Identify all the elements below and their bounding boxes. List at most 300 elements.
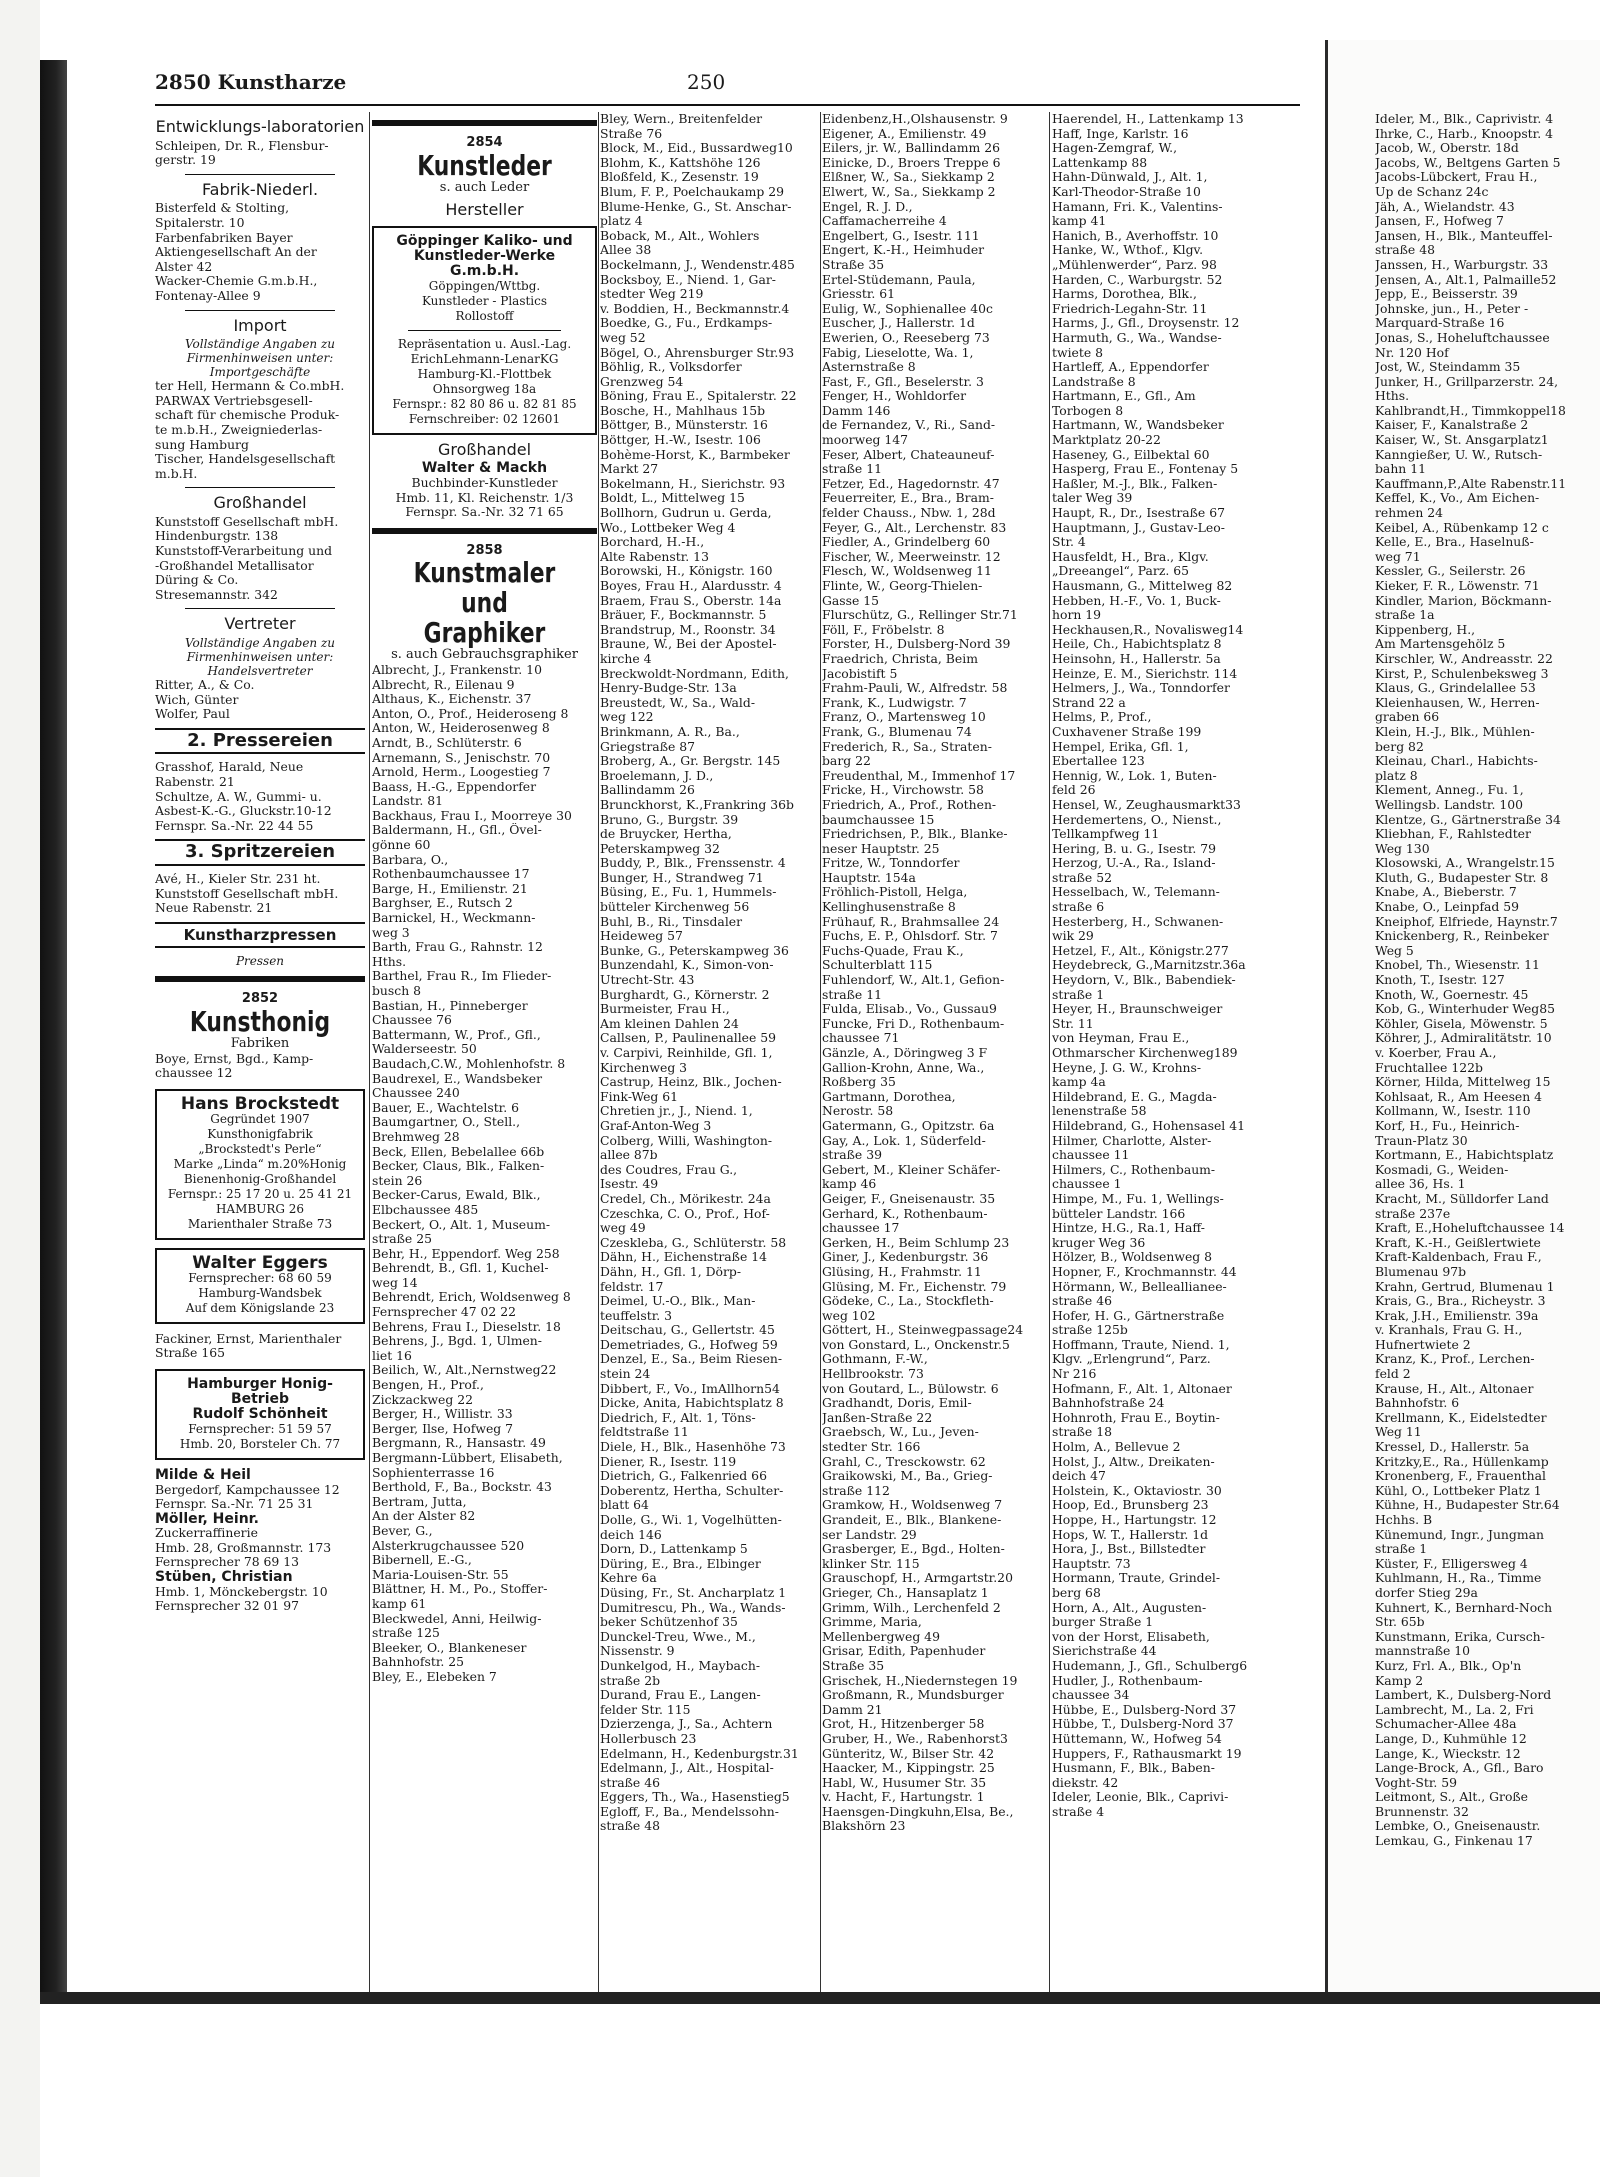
entry-list — [1052, 112, 1267, 1819]
list-item: diekstr. 42 — [1052, 1775, 1119, 1790]
list-item: stedter Weg 219 — [600, 287, 704, 302]
list-item: Elbchaussee 485 — [372, 1202, 479, 1217]
list-item: Lattenkamp 88 — [1052, 155, 1148, 170]
cross-reference-note: Pressen — [235, 954, 285, 969]
list-item: Blättner, H. M., Po., Stoffer- — [372, 1582, 548, 1597]
list-item: Elwert, W., Sa., Siekkamp 2 — [822, 184, 996, 199]
list-item: bütteler Landstr. 166 — [1052, 1206, 1186, 1221]
ad-subtitle: Rudolf Schönheit — [192, 1405, 328, 1422]
list-item: „Dreeangel“, Parz. 65 — [1052, 564, 1190, 579]
entry-list — [372, 476, 597, 520]
section-heading: Entwicklungs-laboratorien — [155, 117, 365, 136]
list-item: straße 125b — [1052, 1323, 1128, 1338]
section-heading: Hersteller — [445, 200, 524, 220]
list-item: Gatermann, G., Opitzstr. 6a — [822, 1118, 995, 1133]
advertisement-eggers — [155, 1248, 365, 1324]
list-item: Ebertallee 123 — [1052, 754, 1145, 769]
list-item: kamp 41 — [1052, 214, 1107, 229]
list-item: Bienenhonig-Großhandel — [183, 1171, 337, 1186]
list-item: Hamburg-Wandsbek — [198, 1285, 322, 1300]
list-item: Grieger, Ch., Hansaplatz 1 — [822, 1585, 989, 1600]
list-item: sung Hamburg — [155, 437, 249, 452]
list-item: PARWAX Vertriebsgesell- — [155, 393, 313, 408]
list-item: Kraft, E.,Hoheluftchaussee 14 — [1375, 1221, 1565, 1236]
list-item: Bunger, H., Strandweg 71 — [600, 870, 764, 885]
list-item: Baudrexel, E., Wandsbeker — [372, 1071, 543, 1086]
list-item: Dähn, H., Gfl. 1, Dörp- — [600, 1264, 742, 1279]
column-divider — [1049, 112, 1050, 1992]
list-item: straße 237e — [1375, 1206, 1451, 1221]
list-item: kamp 61 — [372, 1596, 427, 1611]
list-item: Bley, Wern., Breitenfelder — [600, 112, 763, 126]
list-item: Bahnhofstraße 24 — [1052, 1396, 1165, 1411]
list-item: de Bruycker, Hertha, — [600, 827, 732, 842]
list-item: Barth, Frau G., Rahnstr. 12 — [372, 940, 543, 955]
list-item: Eilers, jr. W., Ballindamm 26 — [822, 141, 1001, 156]
list-item: Hintze, H.G., Ra.1, Haff- — [1052, 1221, 1205, 1236]
list-item: straße 112 — [822, 1483, 890, 1498]
list-item: straße 6 — [1052, 900, 1105, 915]
list-item: Klein, H.-J., Blk., Mühlen- — [1375, 724, 1535, 739]
list-item: kruger Weg 36 — [1052, 1235, 1146, 1250]
list-item: Grimm, Wilh., Lerchenfeld 2 — [822, 1600, 1001, 1615]
category-subtitle: s. auch Leder — [439, 179, 530, 195]
list-item: Hops, W. T., Hallerstr. 1d — [1052, 1527, 1209, 1542]
list-item: Bloßfeld, K., Zesenstr. 19 — [600, 170, 759, 185]
list-item: Flesch, W., Woldsenweg 11 — [822, 564, 992, 579]
list-item: Kob, G., Winterhuder Weg85 — [1375, 1002, 1556, 1017]
list-item: Frederich, R., Sa., Straten- — [822, 739, 992, 754]
entry-list — [155, 760, 365, 833]
list-item: Hensel, W., Zeughausmarkt33 — [1052, 797, 1241, 812]
list-item: Flurschütz, G., Rellinger Str.71 — [822, 608, 1018, 623]
entry-list — [155, 1483, 365, 1512]
list-item: burger Straße 1 — [1052, 1615, 1154, 1630]
list-item: Alsterkrugchaussee 520 — [372, 1538, 525, 1553]
list-item: Krahn, Gertrud, Blumenau 1 — [1375, 1279, 1555, 1294]
list-item: Janßen-Straße 22 — [822, 1410, 933, 1425]
list-item: Fuhlendorf, W., Alt.1, Gefion- — [822, 973, 1005, 988]
list-item: Funcke, Fri D., Rothenbaum- — [822, 1016, 1005, 1031]
list-item: Kohlsaat, R., Am Heesen 4 — [1375, 1089, 1543, 1104]
list-item: Karl-Theodor-Straße 10 — [1052, 184, 1201, 199]
list-item: Blohm, K., Kattshöhe 126 — [600, 155, 761, 170]
list-item: Fuchs-Quade, Frau K., — [822, 943, 964, 958]
list-item: Kunststoff-Verarbeitung und — [155, 544, 333, 559]
list-item: kamp 46 — [822, 1177, 877, 1192]
list-item: Kuhlmann, H., Ra., Timme — [1375, 1571, 1542, 1586]
list-item: Marke „Linda“ m.20%Honig — [173, 1156, 347, 1171]
category-subtitle: Fabriken — [230, 1035, 290, 1051]
list-item: Utrecht-Str. 43 — [600, 973, 695, 988]
list-item: straße 18 — [1052, 1425, 1112, 1440]
list-item: Czeschka, C. O., Prof., Hof- — [600, 1206, 770, 1221]
list-item: weg 52 — [600, 330, 646, 345]
list-item: straße 52 — [1052, 870, 1112, 885]
list-item: straße 48 — [1375, 243, 1435, 258]
list-item: Kliebhan, F., Rahlstedter — [1375, 827, 1531, 842]
list-item: Harms, J., Gfl., Droysenstr. 12 — [1052, 316, 1240, 331]
list-item: Dibbert, F., Vo., ImAllhorn54 — [600, 1381, 780, 1396]
list-item: Gartmann, Dorothea, — [822, 1089, 956, 1104]
divider — [408, 330, 561, 331]
list-item: straße 125 — [372, 1626, 440, 1641]
list-item: Wellingsb. Landstr. 100 — [1375, 797, 1523, 812]
list-item: Neue Rabenstr. 21 — [155, 901, 273, 916]
list-item: weg 14 — [372, 1275, 418, 1290]
list-item: Anton, W., Heiderosenweg 8 — [372, 721, 550, 736]
list-item: Strand 22 a — [1052, 695, 1126, 710]
list-item: Maria-Louisen-Str. 55 — [372, 1567, 509, 1582]
list-item: Fontenay-Allee 9 — [155, 288, 261, 303]
list-item: Baass, H.-G., Eppendorfer — [372, 779, 537, 794]
list-item: Kronenberg, F., Frauenthal — [1375, 1469, 1546, 1484]
list-item: Berger, Ilse, Hofweg 7 — [372, 1421, 514, 1436]
list-item: Anton, O., Prof., Heideroseng 8 — [372, 706, 569, 721]
list-item: platz 8 — [1375, 768, 1418, 783]
list-item: Baudach,C.W., Mohlenhofstr. 8 — [372, 1056, 566, 1071]
list-item: Schleipen, Dr. R., Flensbur- — [155, 138, 329, 153]
list-item: Castrup, Heinz, Blk., Jochen- — [600, 1075, 782, 1090]
list-item: Hufnertwiete 2 — [1375, 1337, 1471, 1352]
list-item: Denzel, E., Sa., Beim Riesen- — [600, 1352, 783, 1367]
list-item: Keibel, A., Rübenkamp 12 c — [1375, 520, 1549, 535]
category-number: 2852 — [155, 976, 365, 1007]
list-item: Kellinghusenstraße 8 — [822, 900, 956, 915]
entry-list — [1375, 112, 1600, 1849]
list-item: Fiedler, A., Grindelberg 60 — [822, 535, 991, 550]
list-item: Rollostoff — [455, 308, 514, 323]
list-item: de Fernandez, V., Ri., Sand- — [822, 418, 996, 433]
list-item: graben 66 — [1375, 710, 1440, 725]
list-item: Hübbe, T., Dulsberg-Nord 37 — [1052, 1717, 1234, 1732]
advertisement-schoenheit — [155, 1369, 365, 1460]
list-item: Lambrecht, M., La. 2, Fri — [1375, 1702, 1534, 1717]
list-item: platz 4 — [600, 214, 643, 229]
list-item: Kelle, E., Bra., Haselnuß- — [1375, 535, 1534, 550]
list-item: Engelbert, G., Isestr. 111 — [822, 228, 980, 243]
list-item: -Großhandel Metallisator — [155, 558, 314, 573]
list-item: Huppers, F., Rathausmarkt 19 — [1052, 1746, 1242, 1761]
list-item: Jensen, A., Alt.1, Palmaille52 — [1375, 272, 1557, 287]
list-item: Kirschler, W., Andreasstr. 22 — [1375, 651, 1553, 666]
entry-list — [155, 139, 365, 168]
list-item: Fernsprecher 78 69 13 — [155, 1555, 299, 1570]
list-item: Griegstraße 87 — [600, 739, 696, 754]
list-item: Frank, K., Ludwigstr. 7 — [822, 695, 967, 710]
list-item: Schumacher-Allee 48a — [1375, 1717, 1517, 1732]
list-item: Behr, H., Eppendorf. Weg 258 — [372, 1246, 560, 1261]
list-item: Fritze, W., Tonndorfer — [822, 856, 960, 871]
list-item: Fröhlich-Pistoll, Helga, — [822, 885, 968, 900]
list-item: Alster 42 — [155, 259, 213, 274]
list-item: Hübbe, E., Dulsberg-Nord 37 — [1052, 1702, 1237, 1717]
list-item: Kortmann, E., Habichtsplatz — [1375, 1148, 1554, 1163]
list-item: Borowski, H., Königstr. 160 — [600, 564, 773, 579]
list-item: Hartmann, E., Gfl., Am — [1052, 389, 1196, 404]
list-item: Hudler, J., Rothenbaum- — [1052, 1673, 1203, 1688]
list-item: von der Horst, Elisabeth, — [1052, 1629, 1210, 1644]
list-item: Helmers, J., Wa., Tonndorfer — [1052, 681, 1230, 696]
list-item: Weg 11 — [1375, 1425, 1422, 1440]
list-item: Grenzweg 54 — [600, 374, 684, 389]
list-item: Bergmann, R., Hansastr. 49 — [372, 1436, 546, 1451]
entry-list — [155, 515, 365, 603]
list-item: Haßler, M.-J., Blk., Falken- — [1052, 476, 1218, 491]
list-item: Hopner, F., Krochmannstr. 44 — [1052, 1264, 1237, 1279]
list-item: Fetzer, Ed., Hagedornstr. 47 — [822, 476, 1000, 491]
list-item: Blume-Henke, G., St. Anschar- — [600, 199, 792, 214]
list-item: Beilich, W., Alt.,Nernstweg22 — [372, 1363, 557, 1378]
list-item: Hindenburgstr. 138 — [155, 529, 279, 544]
list-item: Kritzky,E., Ra., Hüllenkamp — [1375, 1454, 1549, 1469]
list-item: Heideweg 57 — [600, 929, 683, 944]
list-item: Bastian, H., Pinneberger — [372, 998, 528, 1013]
list-item: Göppingen/Wttbg. — [428, 278, 541, 293]
list-item: Peterskampweg 32 — [600, 841, 720, 856]
list-item: Chretien jr., J., Niend. 1, — [600, 1104, 753, 1119]
list-item: Jepp, E., Beisserstr. 39 — [1375, 287, 1518, 302]
list-item: Korf, H., Fu., Heinrich- — [1375, 1118, 1520, 1133]
list-item: Buchbinder-Kunstleder — [411, 475, 558, 490]
list-item: stedter Str. 166 — [822, 1440, 921, 1455]
column-divider — [598, 112, 599, 1992]
list-item: straße 11 — [822, 462, 882, 477]
list-item: schaft für chemische Produk- — [155, 408, 340, 423]
list-item: Bertram, Jutta, — [372, 1494, 467, 1509]
list-item: Bergmann-Lübbert, Elisabeth, — [372, 1451, 563, 1465]
list-item: Diele, H., Blk., Hasenhöhe 73 — [600, 1440, 786, 1455]
column-divider — [369, 112, 370, 1992]
list-item: Hoppe, H., Hartungstr. 12 — [1052, 1513, 1217, 1527]
column-1 — [155, 112, 365, 1614]
list-item: Eidenbenz,H.,Olshausenstr. 9 — [822, 112, 1008, 126]
list-item: Kanngießer, U. W., Rutsch- — [1375, 447, 1543, 462]
list-item: gönne 60 — [372, 838, 431, 853]
company-name: Walter & Mackh — [421, 460, 548, 477]
list-item: Jäh, A., Wielandstr. 43 — [1375, 199, 1515, 214]
list-item: Friedrich, A., Prof., Rothen- — [822, 797, 997, 812]
list-item: allee 87b — [600, 1148, 658, 1163]
list-item: Traun-Platz 30 — [1375, 1133, 1468, 1148]
list-item: Böning, Frau E., Spitalerstr. 22 — [600, 389, 797, 404]
list-item: blatt 64 — [600, 1498, 649, 1513]
list-item: straße 25 — [372, 1232, 432, 1247]
list-item: Up de Schanz 24c — [1375, 184, 1489, 199]
list-item: Baumgartner, O., Stell., — [372, 1115, 521, 1130]
list-item: Janssen, H., Warburgstr. 33 — [1375, 257, 1549, 272]
list-item: Buddy, P., Blk., Frenssenstr. 4 — [600, 856, 786, 871]
list-item: Becker-Carus, Ewald, Blk., — [372, 1188, 541, 1203]
list-item: Dorn, D., Lattenkamp 5 — [600, 1542, 748, 1557]
list-item: Durand, Frau E., Langen- — [600, 1688, 761, 1703]
list-item: Caffamacherreihe 4 — [822, 214, 947, 229]
list-item: Heyer, H., Braunschweiger — [1052, 1002, 1223, 1017]
list-item: Fuchs, E. P., Ohlsdorf. Str. 7 — [822, 929, 998, 944]
list-item: Himpe, M., Fu. 1, Wellings- — [1052, 1191, 1224, 1206]
list-item: Dzierzenga, J., Sa., Achtern — [600, 1717, 773, 1732]
advertisement-goeppinger — [372, 226, 597, 435]
list-item: Czeskleba, G., Schlüterstr. 58 — [600, 1235, 787, 1250]
cross-reference-note: Vollständige Angaben zu Firmenhinweisen unter: Handelsvertreter — [184, 636, 336, 679]
list-item: Markt 27 — [600, 462, 659, 477]
list-item: Gänzle, A., Döringweg 3 F — [822, 1046, 988, 1060]
page-header — [155, 70, 1300, 100]
list-item: Engel, R. J. D., — [822, 199, 913, 214]
list-item: felder Chauss., Nbw. 1, 28d — [822, 506, 996, 521]
list-item: chaussee 12 — [155, 1066, 233, 1081]
list-item: Barge, H., Emilienstr. 21 — [372, 881, 528, 896]
list-item: Chaussee 76 — [372, 1013, 452, 1028]
list-item: Haacker, M., Kippingstr. 25 — [822, 1761, 995, 1776]
list-item: Horn, A., Alt., Augusten- — [1052, 1600, 1207, 1615]
list-item: Schultze, A. W., Gummi- u. — [155, 789, 322, 804]
list-item: Bever, G., — [372, 1523, 433, 1538]
list-item: Bosche, H., Mahlhaus 15b — [600, 403, 766, 418]
list-item: berg 82 — [1375, 739, 1424, 754]
list-item: Kaiser, F., Kanalstraße 2 — [1375, 418, 1529, 433]
list-item: Keffel, K., Vo., Am Eichen- — [1375, 491, 1540, 506]
scan-bottom-edge — [40, 1992, 1600, 2004]
list-item: Buhl, B., Ri., Tinsdaler — [600, 914, 743, 929]
ad-title: Göppinger Kaliko- und Kunstleder-Werke G.m.b.H. — [396, 232, 573, 279]
list-item: Franz, O., Martensweg 10 — [822, 710, 986, 725]
list-item: Gothmann, F.-W., — [822, 1352, 928, 1367]
list-item: Roßberg 35 — [822, 1075, 896, 1090]
list-item: Haensgen-Dingkuhn,Elsa, Be., — [822, 1804, 1014, 1819]
list-item: Berger, H., Willistr. 33 — [372, 1407, 513, 1422]
list-item: stein 24 — [600, 1367, 651, 1382]
list-item: Bokelmann, H., Sierichstr. 93 — [600, 476, 786, 491]
list-item: feld 2 — [1375, 1367, 1411, 1382]
list-item: Lembke, O., Gneisenaustr. — [1375, 1819, 1541, 1834]
list-item: Barghser, E., Rutsch 2 — [372, 896, 513, 911]
advertisement-brockstedt — [155, 1089, 365, 1240]
list-item: Allee 38 — [600, 243, 652, 258]
list-item: Hudemann, J., Gfl., Schulberg6 — [1052, 1658, 1248, 1673]
list-item: Weg 5 — [1375, 943, 1414, 958]
list-item: Gasse 15 — [822, 593, 880, 608]
section-heading: Fabrik-Niederl. — [201, 179, 319, 199]
list-item: Fulda, Elisab., Vo., Gussau9 — [822, 1002, 997, 1017]
list-item: Fink-Weg 61 — [600, 1089, 679, 1104]
list-item: Elßner, W., Sa., Siekkamp 2 — [822, 170, 995, 185]
list-item: Hempel, Erika, Gfl. 1, — [1052, 739, 1189, 754]
list-item: Zuckerraffinerie — [155, 1526, 258, 1541]
list-item: Helms, P., Prof., — [1052, 710, 1152, 725]
list-item: Braune, W., Bei der Apostel- — [600, 637, 777, 652]
list-item: straße 48 — [600, 1819, 660, 1834]
list-item: Lange, K., Wieckstr. 12 — [1375, 1746, 1521, 1761]
list-item: bütteler Kirchenweg 56 — [600, 900, 750, 915]
list-item: Gruber, H., We., Rabenhorst3 — [822, 1731, 1008, 1746]
list-item: Gödeke, C., La., Stockfleth- — [822, 1294, 994, 1309]
list-item: Gradhandt, Doris, Emil- — [822, 1396, 972, 1411]
list-item: Haupt, R., Dr., Isestraße 67 — [1052, 506, 1225, 521]
list-item: Avé, H., Kieler Str. 231 ht. — [155, 871, 321, 886]
list-item: Baldermann, H., Gfl., Övel- — [372, 823, 542, 838]
column-4 — [822, 112, 1047, 1834]
list-item: Geiger, F., Gneisenaustr. 35 — [822, 1191, 996, 1206]
list-item: Arnold, Herm., Loogestieg 7 — [372, 765, 551, 780]
list-item: Krak, J.H., Emilienstr. 39a — [1375, 1308, 1539, 1323]
list-item: Graebsch, W., Lu., Jeven- — [822, 1425, 979, 1440]
list-item: feldtstraße 11 — [600, 1425, 689, 1440]
list-item: Büsing, E., Fu. 1, Hummels- — [600, 885, 777, 900]
list-item: Grahl, C., Tresckowstr. 62 — [822, 1454, 986, 1469]
list-item: Str. 65b — [1375, 1615, 1425, 1630]
list-item: gerstr. 19 — [155, 153, 216, 168]
list-item: Frahm-Pauli, W., Alfredstr. 58 — [822, 681, 1008, 696]
list-item: Jost, W., Steindamm 35 — [1375, 360, 1521, 375]
list-item: Henry-Budge-Str. 13a — [600, 681, 737, 696]
list-item: „Brockstedt's Perle“ — [198, 1141, 322, 1156]
page-number: 250 — [687, 70, 726, 94]
list-item: Hörmann, W., Belleallianee- — [1052, 1279, 1227, 1294]
list-item: Böttger, B., Münsterstr. 16 — [600, 418, 768, 433]
list-item: Kehre 6a — [600, 1571, 657, 1586]
list-item: deich 47 — [1052, 1469, 1106, 1484]
list-item: Fernsprecher 47 02 22 — [372, 1305, 516, 1320]
list-item: Böttger, H.-W., Isestr. 106 — [600, 433, 761, 448]
list-item: Bibernell, E.-G., — [372, 1553, 472, 1568]
list-item: deich 146 — [600, 1527, 662, 1542]
list-item: Wich, Günter — [155, 692, 239, 707]
list-item: Behrendt, B., Gfl. 1, Kuchel- — [372, 1261, 549, 1276]
list-item: Blum, F. P., Poelchaukamp 29 — [600, 184, 785, 199]
list-item: Hths. — [1375, 389, 1410, 404]
list-item: Kirchenweg 3 — [600, 1060, 688, 1075]
list-item: Hausmann, G., Mittelweg 82 — [1052, 579, 1233, 593]
list-item: Heinsohn, H., Hallerstr. 5a — [1052, 651, 1221, 666]
list-item: Arndt, B., Schlüterstr. 6 — [372, 735, 522, 750]
list-item: straße 46 — [600, 1775, 660, 1790]
list-item: Fruchtallee 122b — [1375, 1060, 1483, 1075]
list-item: Hanich, B., Averhoffstr. 10 — [1052, 228, 1219, 243]
list-item: Kühne, H., Budapester Str.64 — [1375, 1498, 1560, 1513]
list-item: bahn 11 — [1375, 462, 1426, 477]
list-item: Asbest-K.-G., Gluckstr.10-12 — [155, 804, 332, 819]
list-item: Hüttemann, W., Hofweg 54 — [1052, 1731, 1222, 1746]
list-item: stein 26 — [372, 1173, 423, 1188]
list-item: Bahnhofstr. 25 — [372, 1655, 465, 1670]
list-item: Blumenau 97b — [1375, 1264, 1467, 1279]
list-item: Hohnroth, Frau E., Boytin- — [1052, 1410, 1220, 1425]
list-item: Beck, Ellen, Bebelallee 66b — [372, 1144, 545, 1159]
list-item: von Heyman, Frau E., — [1052, 1031, 1190, 1046]
list-item: Göttert, H., Steinwegpassage24 — [822, 1323, 1024, 1338]
list-item: Kleinau, Charl., Habichts- — [1375, 754, 1538, 769]
list-item: Forster, H., Dulsberg-Nord 39 — [822, 637, 1011, 652]
list-item: Hoop, Ed., Brunsberg 23 — [1052, 1498, 1209, 1513]
list-item: Dunckel-Treu, Wwe., M., — [600, 1629, 756, 1644]
list-item: Boldt, L., Mittelweg 15 — [600, 491, 745, 506]
list-item: Hahn-Dünwald, J., Alt. 1, — [1052, 170, 1208, 185]
list-item: Hauptstr. 73 — [1052, 1556, 1131, 1571]
list-item: Marienthaler Straße 73 — [187, 1216, 333, 1231]
list-item: Gerhard, K., Rothenbaum- — [822, 1206, 988, 1221]
list-item: Fernspr. Sa.-Nr. 71 25 31 — [155, 1497, 314, 1512]
list-item: Graf-Anton-Weg 3 — [600, 1118, 712, 1133]
list-item: Hmb. 1, Mönckebergstr. 10 — [155, 1584, 328, 1599]
list-item: Hilmers, C., Rothenbaum- — [1052, 1162, 1216, 1177]
list-item: Bockelmann, J., Wendenstr.485 — [600, 257, 795, 272]
header-rule — [155, 104, 1300, 106]
list-item: An der Alster 82 — [372, 1509, 476, 1524]
list-item: Holm, A., Bellevue 2 — [1052, 1440, 1181, 1455]
list-item: Hetzel, F., Alt., Königstr.277 — [1052, 943, 1229, 958]
list-item: Behrens, Frau I., Dieselstr. 18 — [372, 1319, 561, 1334]
